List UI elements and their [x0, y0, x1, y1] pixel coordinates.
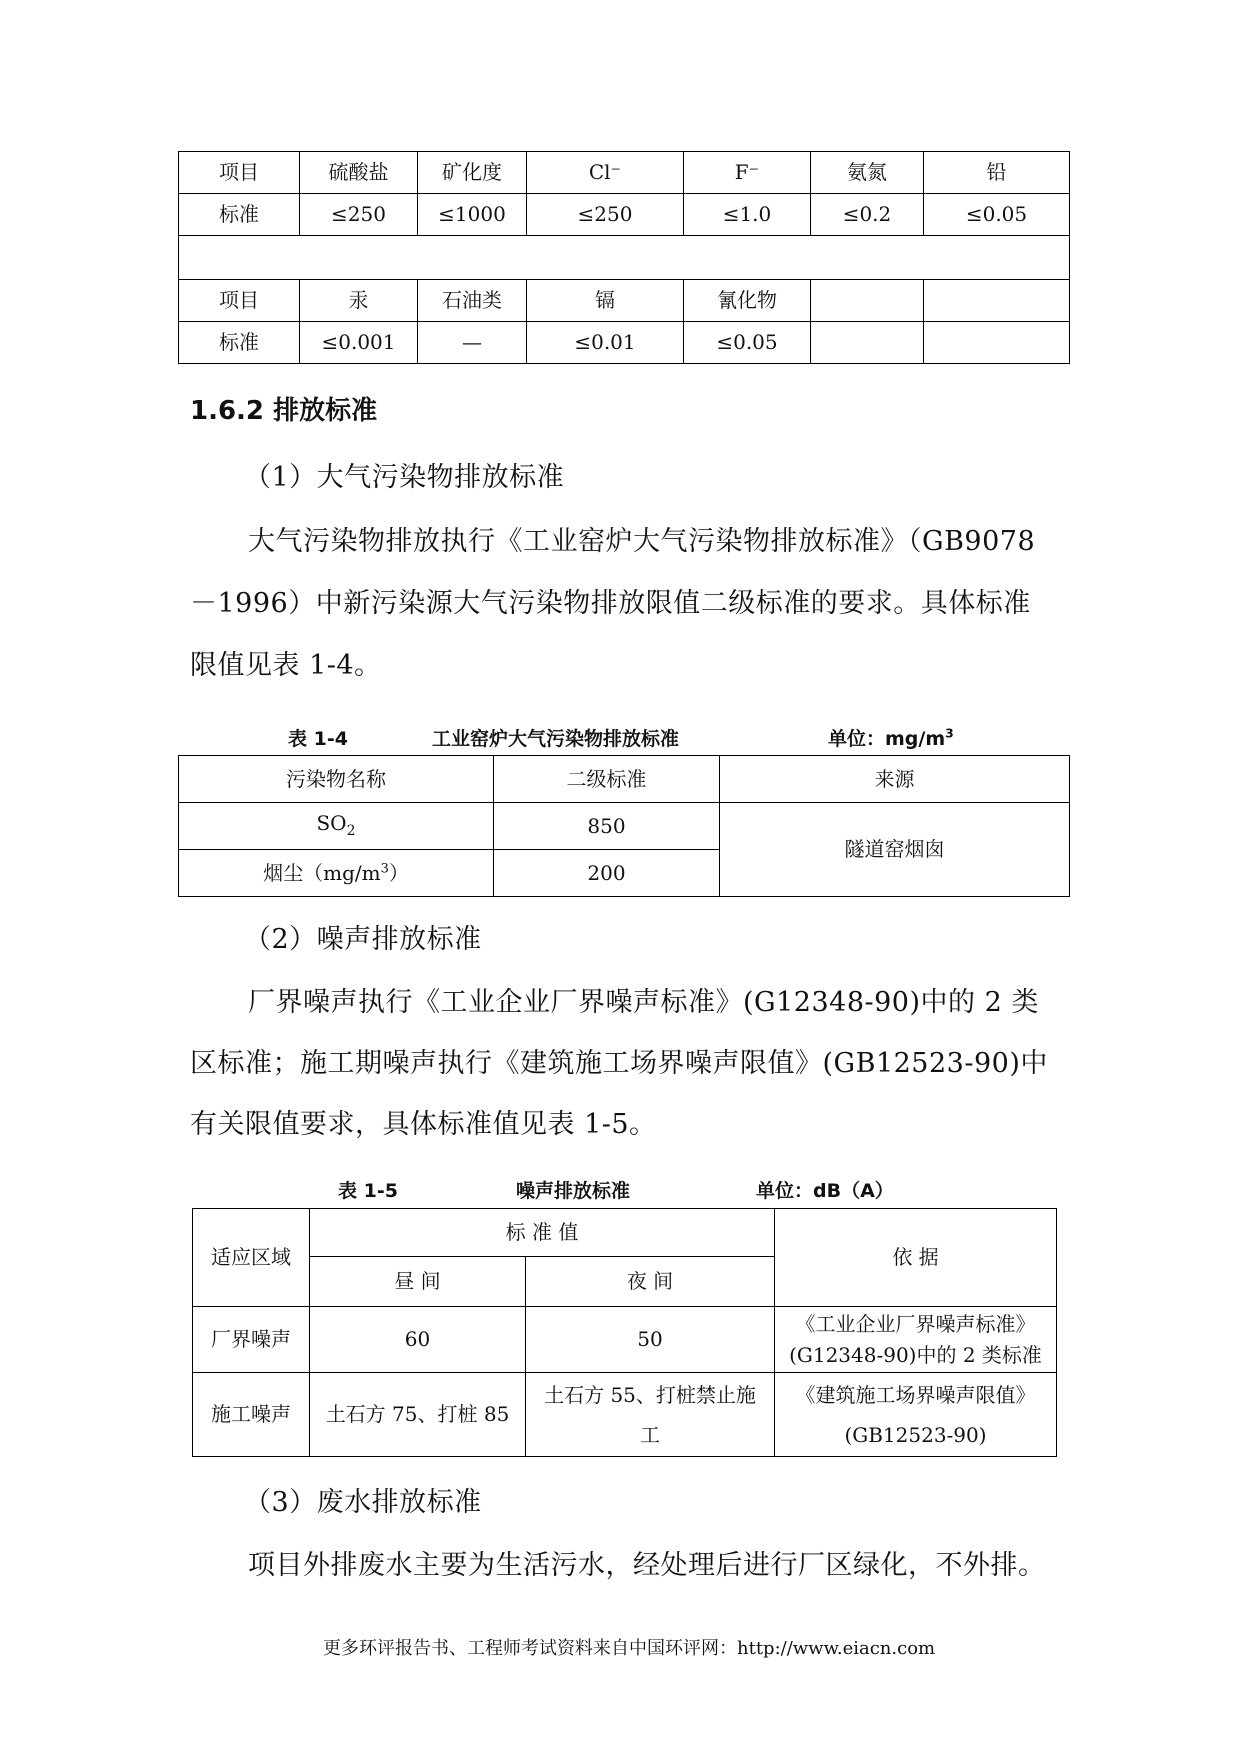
- table-cell: 氨氮: [811, 152, 924, 194]
- table-cell: 施工噪声: [193, 1373, 310, 1457]
- table-cell: ≤1000: [418, 194, 527, 236]
- table-cell: 50: [526, 1307, 775, 1373]
- table-row: [179, 194, 1070, 236]
- cell-line: 土石方 55、打桩禁止施: [544, 1382, 756, 1407]
- table4-caption-number: 表 1-4: [288, 728, 348, 750]
- paragraph-line: 限值见表 1-4。: [190, 650, 382, 681]
- basis-line: (G12348-90)中的 2 类标准: [789, 1342, 1042, 1367]
- table-cell: [811, 322, 924, 364]
- air-emission-table: [178, 755, 1070, 897]
- basis-cell: [775, 1373, 1057, 1457]
- paragraph-line: 有关限值要求，具体标准值见表 1-5。: [190, 1109, 657, 1140]
- table-cell: 厂界噪声: [193, 1307, 310, 1373]
- table-cell: [526, 1373, 775, 1457]
- table-cell: [924, 280, 1070, 322]
- pollutant-name: 烟尘$(mg/m^3)$: [179, 850, 494, 897]
- table-cell: 标准: [179, 322, 300, 364]
- table-cell: ≤0.01: [527, 322, 684, 364]
- table-cell: 硫酸盐: [300, 152, 418, 194]
- table-cell: 镉: [527, 280, 684, 322]
- table5-caption-number: 表 1-5: [338, 1180, 398, 1202]
- table-row: [193, 1307, 1057, 1373]
- paragraph-line: 大气污染物排放执行《工业窑炉大气污染物排放标准》（GB9078: [248, 526, 1036, 557]
- paragraph-line: －1996）中新污染源大气污染物排放限值二级标准的要求。具体标准: [190, 588, 1031, 619]
- paragraph-line: 厂界噪声执行《工业企业厂界噪声标准》(G12348-90)中的 2 类: [248, 987, 1039, 1018]
- table-cell: ≤0.2: [811, 194, 924, 236]
- table-header-cell: 依 据: [775, 1209, 1057, 1307]
- table-row: [193, 1373, 1057, 1457]
- table4-caption-title: 工业窑炉大气污染物排放标准: [432, 728, 680, 750]
- table-cell: 矿化度: [418, 152, 527, 194]
- page-footer: 更多环评报告书、工程师考试资料来自中国环评网：http://www.eiacn.com: [323, 1638, 936, 1659]
- table-cell: ≤0.001: [300, 322, 418, 364]
- table-cell: 汞: [300, 280, 418, 322]
- water-quality-table: [178, 151, 1070, 364]
- table-row: [179, 322, 1070, 364]
- table-cell: 60: [310, 1307, 526, 1373]
- table-cell: Cl⁻: [527, 152, 684, 194]
- source-cell: 隧道窑烟囱: [720, 803, 1070, 897]
- basis-line: 《建筑施工场界噪声限值》: [795, 1382, 1036, 1407]
- pollutant-name: $SO_2$: [179, 803, 494, 850]
- table-header-cell: 来源: [720, 756, 1070, 803]
- noise-emission-table: [192, 1208, 1057, 1457]
- basis-line: 《工业企业厂界噪声标准》: [795, 1311, 1036, 1336]
- table-header-cell: 适应区域: [193, 1209, 310, 1307]
- table-cell: ≤0.05: [924, 194, 1070, 236]
- table-header-cell: 污染物名称: [179, 756, 494, 803]
- table-cell: 铅: [924, 152, 1070, 194]
- paragraph-line: 项目外排废水主要为生活污水，经处理后进行厂区绿化，不外排。: [248, 1550, 1046, 1581]
- table-cell: [924, 322, 1070, 364]
- table-header-cell: 夜 间: [526, 1257, 775, 1307]
- table-cell: ≤250: [527, 194, 684, 236]
- table-cell: 氰化物: [684, 280, 811, 322]
- table-row: [179, 152, 1070, 194]
- table-cell: 850: [494, 803, 720, 850]
- table-row: [179, 803, 1070, 850]
- table-row-blank: [179, 236, 1070, 280]
- basis-line: (GB12523-90): [844, 1422, 987, 1447]
- subheading-noise: （2）噪声排放标准: [244, 924, 482, 955]
- paragraph-line: 区标准；施工期噪声执行《建筑施工场界噪声限值》(GB12523-90)中: [190, 1048, 1048, 1079]
- table-cell-blank: [179, 236, 1070, 280]
- table4-caption-unit: 单位：$mg/m^3$: [828, 726, 954, 750]
- table-header-cell: 二级标准: [494, 756, 720, 803]
- table-cell: 项目: [179, 280, 300, 322]
- table5-caption-unit: 单位：dB（A）: [756, 1180, 894, 1202]
- table-header-cell: 昼 间: [310, 1257, 526, 1307]
- table-cell: 标准: [179, 194, 300, 236]
- table-header-row: [193, 1209, 1057, 1257]
- table-cell: 200: [494, 850, 720, 897]
- subheading-air: （1）大气污染物排放标准: [244, 462, 565, 493]
- subheading-wastewater: （3）废水排放标准: [244, 1487, 482, 1518]
- table-header-cell: 标 准 值: [310, 1209, 775, 1257]
- table-cell: ≤1.0: [684, 194, 811, 236]
- cell-line: 工: [640, 1422, 660, 1447]
- table-cell: ≤250: [300, 194, 418, 236]
- table-header-row: [179, 756, 1070, 803]
- table5-caption-title: 噪声排放标准: [516, 1180, 631, 1202]
- table-cell: 项目: [179, 152, 300, 194]
- table-cell: F⁻: [684, 152, 811, 194]
- table-cell: —: [418, 322, 527, 364]
- table-row: [179, 280, 1070, 322]
- table-cell: 土石方 75、打桩 85: [310, 1373, 526, 1457]
- basis-cell: [775, 1307, 1057, 1373]
- table-cell: ≤0.05: [684, 322, 811, 364]
- section-heading: 1.6.2 排放标准: [190, 396, 378, 426]
- table-cell: [811, 280, 924, 322]
- table-cell: 石油类: [418, 280, 527, 322]
